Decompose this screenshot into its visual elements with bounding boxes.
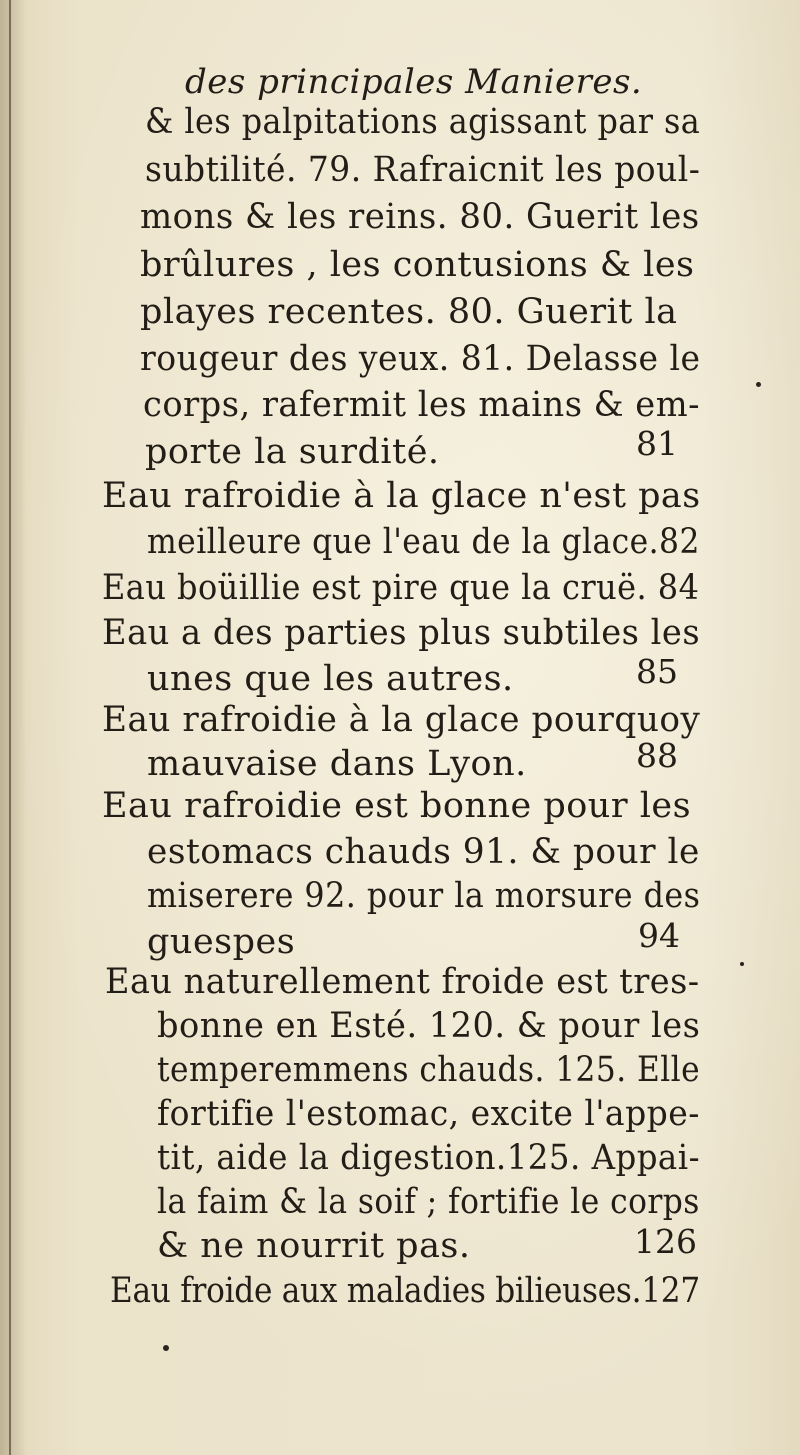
page-number: 81 xyxy=(636,424,678,463)
index-line: Eau boüillie est pire que la cruë. 84 xyxy=(102,568,700,608)
index-line: temperemmens chauds. 125. Elle xyxy=(157,1050,701,1090)
index-line: Eau froide aux maladies bilieuses.127 xyxy=(110,1271,700,1311)
page-number: 85 xyxy=(636,652,678,691)
index-line: subtilité. 79. Rafraicnit les poul- xyxy=(145,150,701,190)
index-line: mons & les reins. 80. Guerit les xyxy=(140,197,700,237)
index-line: miserere 92. pour la morsure des xyxy=(147,876,701,916)
index-line: mauvaise dans Lyon. xyxy=(147,744,527,784)
running-header: des principales Manieres. xyxy=(185,62,643,102)
index-line: & les palpitations agissant par sa xyxy=(145,102,701,142)
ink-speck xyxy=(756,382,761,387)
page-gutter xyxy=(0,0,26,1455)
index-line: porte la surdité. xyxy=(145,432,440,472)
index-line: Eau rafroidie à la glace pourquoy xyxy=(102,700,701,740)
index-line: rougeur des yeux. 81. Delasse le xyxy=(140,339,701,379)
index-line: unes que les autres. xyxy=(147,659,514,699)
index-line: playes recentes. 80. Guerit la xyxy=(140,292,678,332)
index-line: brûlures , les contusions & les xyxy=(140,245,695,285)
index-line: meilleure que l'eau de la glace.82 xyxy=(147,522,700,562)
index-line: & ne nourrit pas. xyxy=(157,1226,471,1266)
index-line: Eau naturellement froide est tres- xyxy=(105,962,700,1002)
index-line: fortifie l'estomac, excite l'appe- xyxy=(157,1094,700,1134)
index-line: la faim & la soif ; fortifie le corps xyxy=(157,1182,700,1222)
binding-edge xyxy=(9,0,11,1455)
index-line: bonne en Esté. 120. & pour les xyxy=(157,1006,701,1046)
index-line: Eau rafroidie est bonne pour les xyxy=(102,786,692,826)
index-line: corps, rafermit les mains & em- xyxy=(143,385,700,425)
page-number: 126 xyxy=(634,1222,697,1261)
index-line: tit, aide la digestion.125. Appai- xyxy=(157,1138,701,1178)
index-line: estomacs chauds 91. & pour le xyxy=(147,832,700,872)
index-line: guespes xyxy=(147,922,296,962)
page-number: 94 xyxy=(638,916,680,955)
index-line: Eau rafroidie à la glace n'est pas xyxy=(102,476,701,516)
ink-speck xyxy=(163,1345,169,1351)
ink-speck xyxy=(740,962,744,966)
page-number: 88 xyxy=(636,736,678,775)
index-line: Eau a des parties plus subtiles les xyxy=(102,613,701,653)
